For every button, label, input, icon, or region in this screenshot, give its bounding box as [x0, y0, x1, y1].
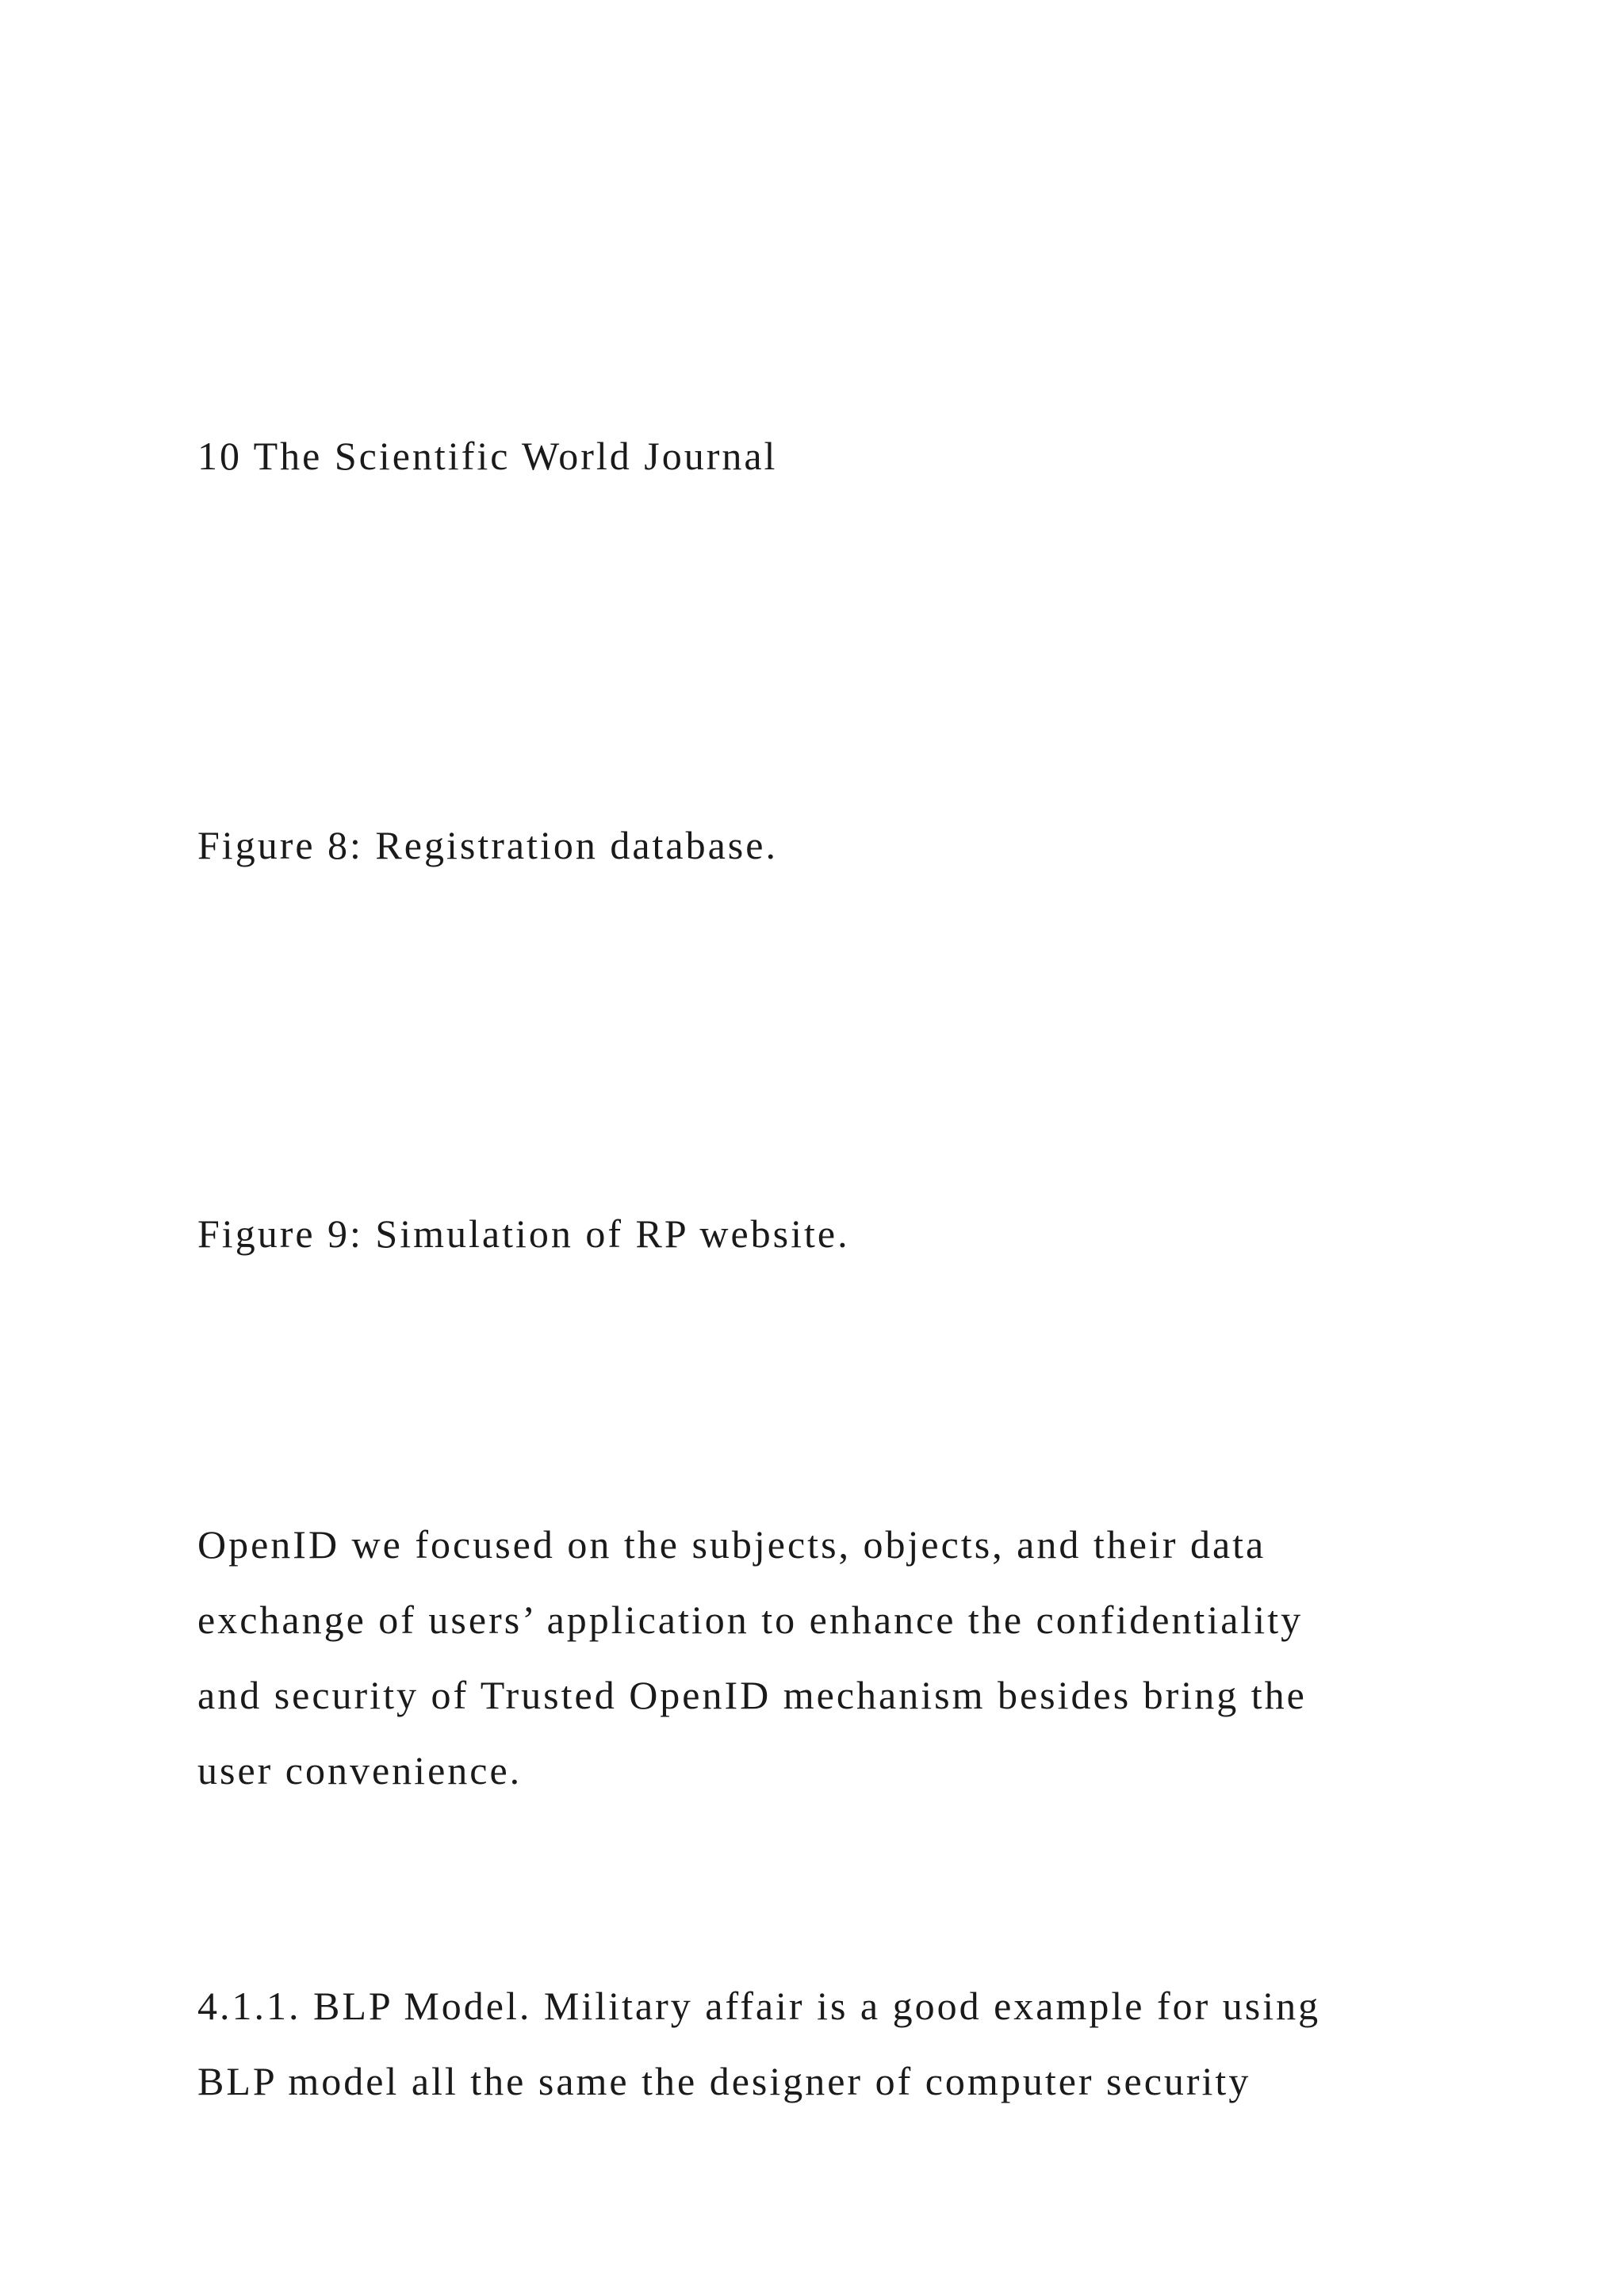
paragraph-line: BLP model all the same the designer of computer security: [197, 2059, 1251, 2103]
figure-8-caption: Figure 8: Registration database.: [197, 823, 778, 867]
paragraph-line: user convenience.: [197, 1748, 523, 1793]
running-head: 10 The Scientific World Journal: [197, 434, 778, 478]
paragraph-line: OpenID we focused on the subjects, objects, and their data: [197, 1522, 1266, 1567]
paragraph-line: exchange of users’ application to enhance the confidentiality: [197, 1598, 1304, 1642]
body-paragraph-2: [197, 1982, 1545, 2133]
paragraph-line: 4.1.1. BLP Model. Military affair is a good example for using: [197, 1984, 1321, 2028]
paragraph-line: and security of Trusted OpenID mechanism besides bring the: [197, 1673, 1307, 1717]
figure-9-caption: Figure 9: Simulation of RP website.: [197, 1211, 850, 1256]
body-paragraph-1: [197, 1521, 1545, 1822]
